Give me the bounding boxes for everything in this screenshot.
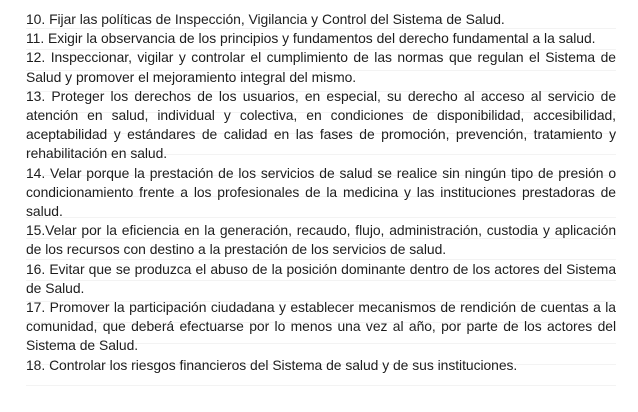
- document-page: [26, 10, 616, 406]
- list-item-14: 14. Velar porque la prestación de los servicios de salud se realice sin ningún tipo de presión o condicionamiento frente a los profesionales de la medicina y las instituciones prestadoras de salud.: [26, 164, 616, 220]
- list-item-13: 13. Proteger los derechos de los usuarios, en especial, su derecho al acceso al servicio de atención en salud, individual y colectiva, en condiciones de disponibilidad, accesibilidad, aceptabilidad y estándares de calidad en las fases de promoción, prevención, tratamiento y rehabilitación en salud.: [26, 87, 616, 162]
- list-item-18: 18. Controlar los riesgos financieros del Sistema de salud y de sus instituciones.: [26, 356, 518, 373]
- list-item-15: 15.Velar por la eficiencia en la generación, recaudo, flujo, administración, custodia y aplicación de los recursos con destino a la prestación de los servicios de salud.: [26, 222, 616, 258]
- list-item-16: 16. Evitar que se produzca el abuso de la posición dominante dentro de los actores del Sistema de Salud.: [26, 260, 616, 296]
- list-item-10: 10. Fijar las políticas de Inspección, Vigilancia y Control del Sistema de Salud.: [26, 11, 505, 27]
- numbered-list: [26, 10, 616, 375]
- list-item-11: 11. Exigir la observancia de los principios y fundamentos del derecho fundamental a la salud.: [26, 30, 596, 47]
- list-item-12: 12. Inspeccionar, vigilar y controlar el cumplimiento de las normas que regulan el Sistema de Salud y promover el mejoramiento integral del mismo.: [26, 49, 616, 85]
- list-item-17: 17. Promover la participación ciudadana y establecer mecanismos de rendición de cuentas a la comunidad, que deberá efectuarse por lo menos una vez al año, por parte de los actores del Sistema de Salud.: [26, 299, 616, 354]
